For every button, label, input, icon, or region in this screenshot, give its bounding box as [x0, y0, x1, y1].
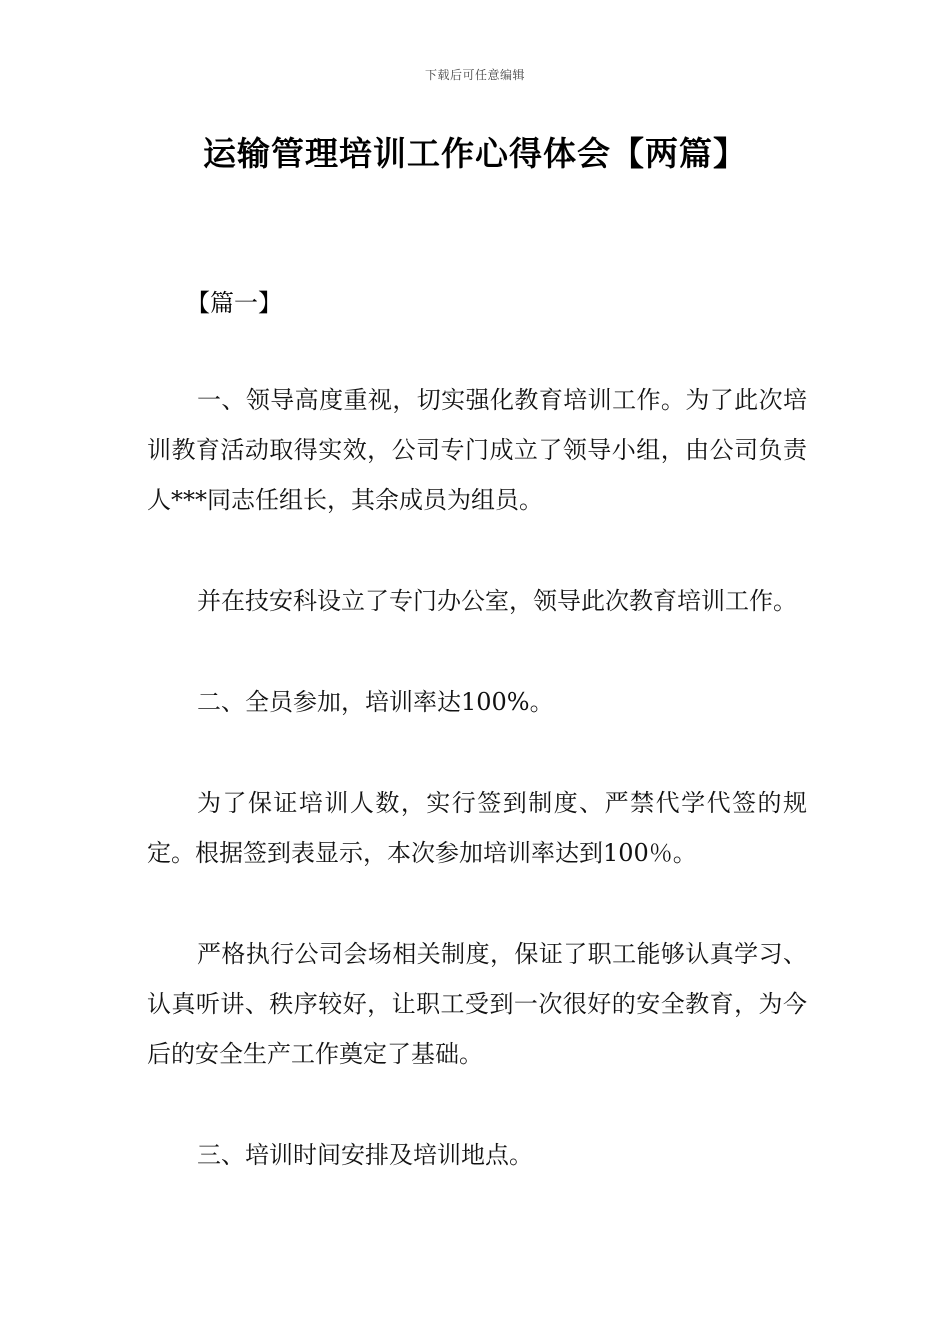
document-title: 运输管理培训工作心得体会【两篇】 — [203, 134, 747, 173]
header-note: 下载后可任意编辑 — [424, 68, 525, 82]
paragraph-5: 严格执行公司会场相关制度，保证了职工能够认真学习、认真听讲、秩序较好，让职工受到一次很好的安全教育，为今后的安全生产工作奠定了基础。 — [147, 940, 807, 1068]
paragraph-4: 为了保证培训人数，实行签到制度、严禁代学代签的规定。根据签到表显示，本次参加培训率达到100％。 — [147, 789, 807, 867]
document-body — [147, 375, 807, 1231]
section-label: 【篇一】 — [186, 289, 282, 317]
paragraph-2: 并在技安科设立了专门办公室，领导此次教育培训工作。 — [197, 587, 797, 615]
paragraph-3: 二、全员参加，培训率达100%。 — [197, 688, 554, 716]
paragraph-1: 一、领导高度重视，切实强化教育培训工作。为了此次培训教育活动取得实效，公司专门成立了领导小组，由公司负责人***同志任组长，其余成员为组员。 — [147, 386, 807, 514]
paragraph-6: 三、培训时间安排及培训地点。 — [197, 1141, 533, 1169]
